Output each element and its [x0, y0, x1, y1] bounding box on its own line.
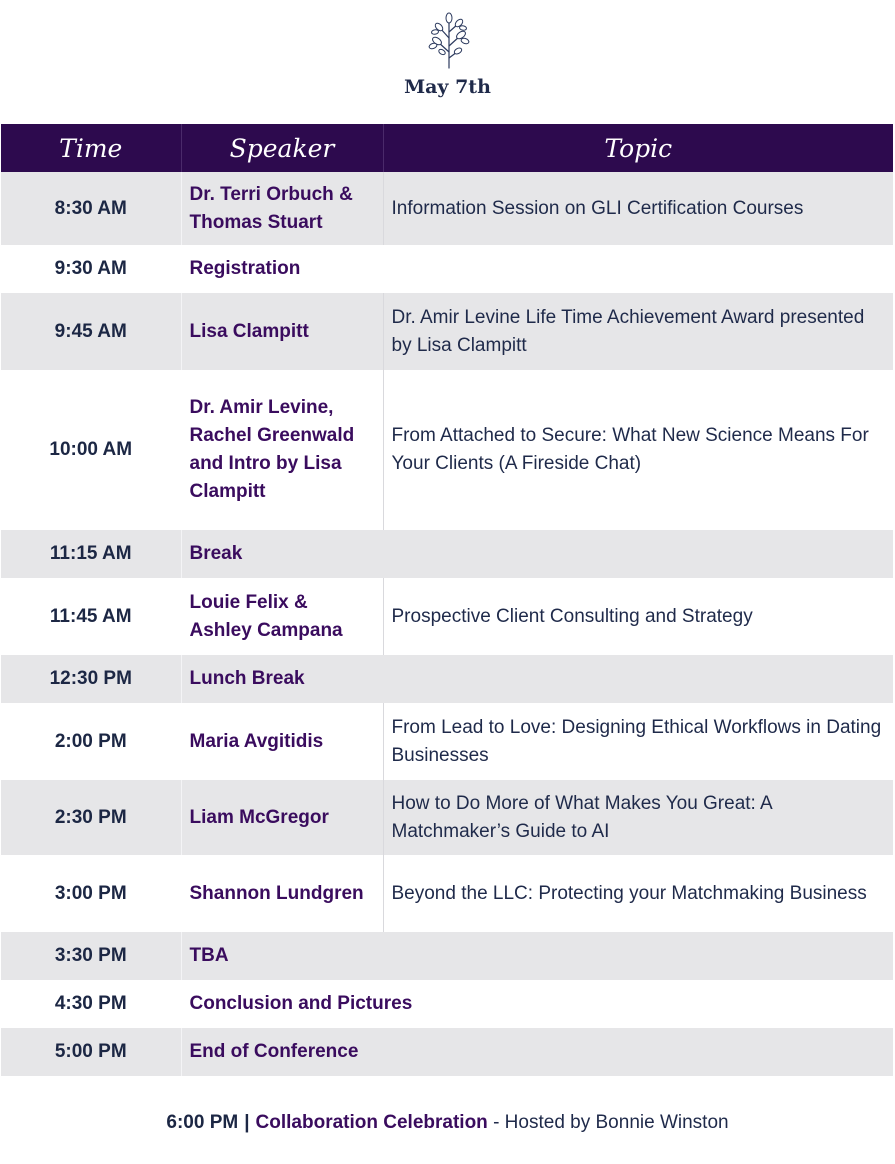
session-speaker: Conclusion and Pictures — [181, 980, 893, 1028]
table-row — [1, 172, 893, 245]
table-row — [1, 932, 893, 980]
table-row — [1, 703, 893, 780]
session-time: 11:15 AM — [1, 530, 181, 578]
session-speaker: Lisa Clampitt — [181, 293, 383, 370]
table-row — [1, 293, 893, 370]
session-topic: How to Do More of What Makes You Great: A Matchmaker’s Guide to AI — [383, 780, 893, 855]
session-topic: Beyond the LLC: Protecting your Matchmaking Business — [383, 855, 893, 932]
session-speaker: TBA — [181, 932, 893, 980]
session-speaker: End of Conference — [181, 1028, 893, 1076]
session-speaker: Liam McGregor — [181, 780, 383, 855]
session-time: 9:45 AM — [1, 293, 181, 370]
evening-event-time: 6:00 PM — [166, 1112, 239, 1133]
session-time: 9:30 AM — [1, 245, 181, 293]
table-row — [1, 780, 893, 855]
session-time: 5:00 PM — [1, 1028, 181, 1076]
session-topic: Information Session on GLI Certification Courses — [383, 172, 893, 245]
table-row — [1, 655, 893, 703]
session-topic: From Lead to Love: Designing Ethical Workflows in Dating Businesses — [383, 703, 893, 780]
session-time: 10:00 AM — [1, 370, 181, 530]
separator: | — [244, 1112, 250, 1133]
session-time: 12:30 PM — [1, 655, 181, 703]
table-row — [1, 578, 893, 655]
topic-column-header: Topic — [383, 124, 893, 172]
speaker-column-header: Speaker — [181, 124, 383, 172]
table-row — [1, 530, 893, 578]
session-time: 2:30 PM — [1, 780, 181, 855]
session-speaker: Break — [181, 530, 893, 578]
table-row — [1, 245, 893, 293]
table-row — [1, 855, 893, 932]
session-topic: Prospective Client Consulting and Strategy — [383, 578, 893, 655]
session-topic: Dr. Amir Levine Life Time Achievement Award presented by Lisa Clampitt — [383, 293, 893, 370]
session-speaker: Maria Avgitidis — [181, 703, 383, 780]
table-row — [1, 1028, 893, 1076]
evening-event-host: - Hosted by Bonnie Winston — [487, 1112, 729, 1133]
evening-event-line — [0, 1112, 895, 1134]
leaf-sprig-icon — [428, 12, 470, 70]
evening-event-title: Collaboration Celebration — [255, 1112, 488, 1133]
session-speaker: Dr. Terri Orbuch & Thomas Stuart — [181, 172, 383, 245]
page-title: May 7th — [404, 76, 491, 98]
session-time: 8:30 AM — [1, 172, 181, 245]
session-topic: From Attached to Secure: What New Science Means For Your Clients (A Fireside Chat) — [383, 370, 893, 530]
session-time: 4:30 PM — [1, 980, 181, 1028]
schedule-table — [1, 124, 893, 1076]
session-speaker: Lunch Break — [181, 655, 893, 703]
table-row — [1, 370, 893, 530]
session-speaker: Shannon Lundgren — [181, 855, 383, 932]
session-time: 11:45 AM — [1, 578, 181, 655]
session-speaker: Louie Felix & Ashley Campana — [181, 578, 383, 655]
session-time: 2:00 PM — [1, 703, 181, 780]
table-header-row — [1, 124, 893, 172]
session-time: 3:30 PM — [1, 932, 181, 980]
session-time: 3:00 PM — [1, 855, 181, 932]
session-speaker: Registration — [181, 245, 893, 293]
time-column-header: Time — [1, 124, 181, 172]
table-row — [1, 980, 893, 1028]
session-speaker: Dr. Amir Levine, Rachel Greenwald and Intro by Lisa Clampitt — [181, 370, 383, 530]
